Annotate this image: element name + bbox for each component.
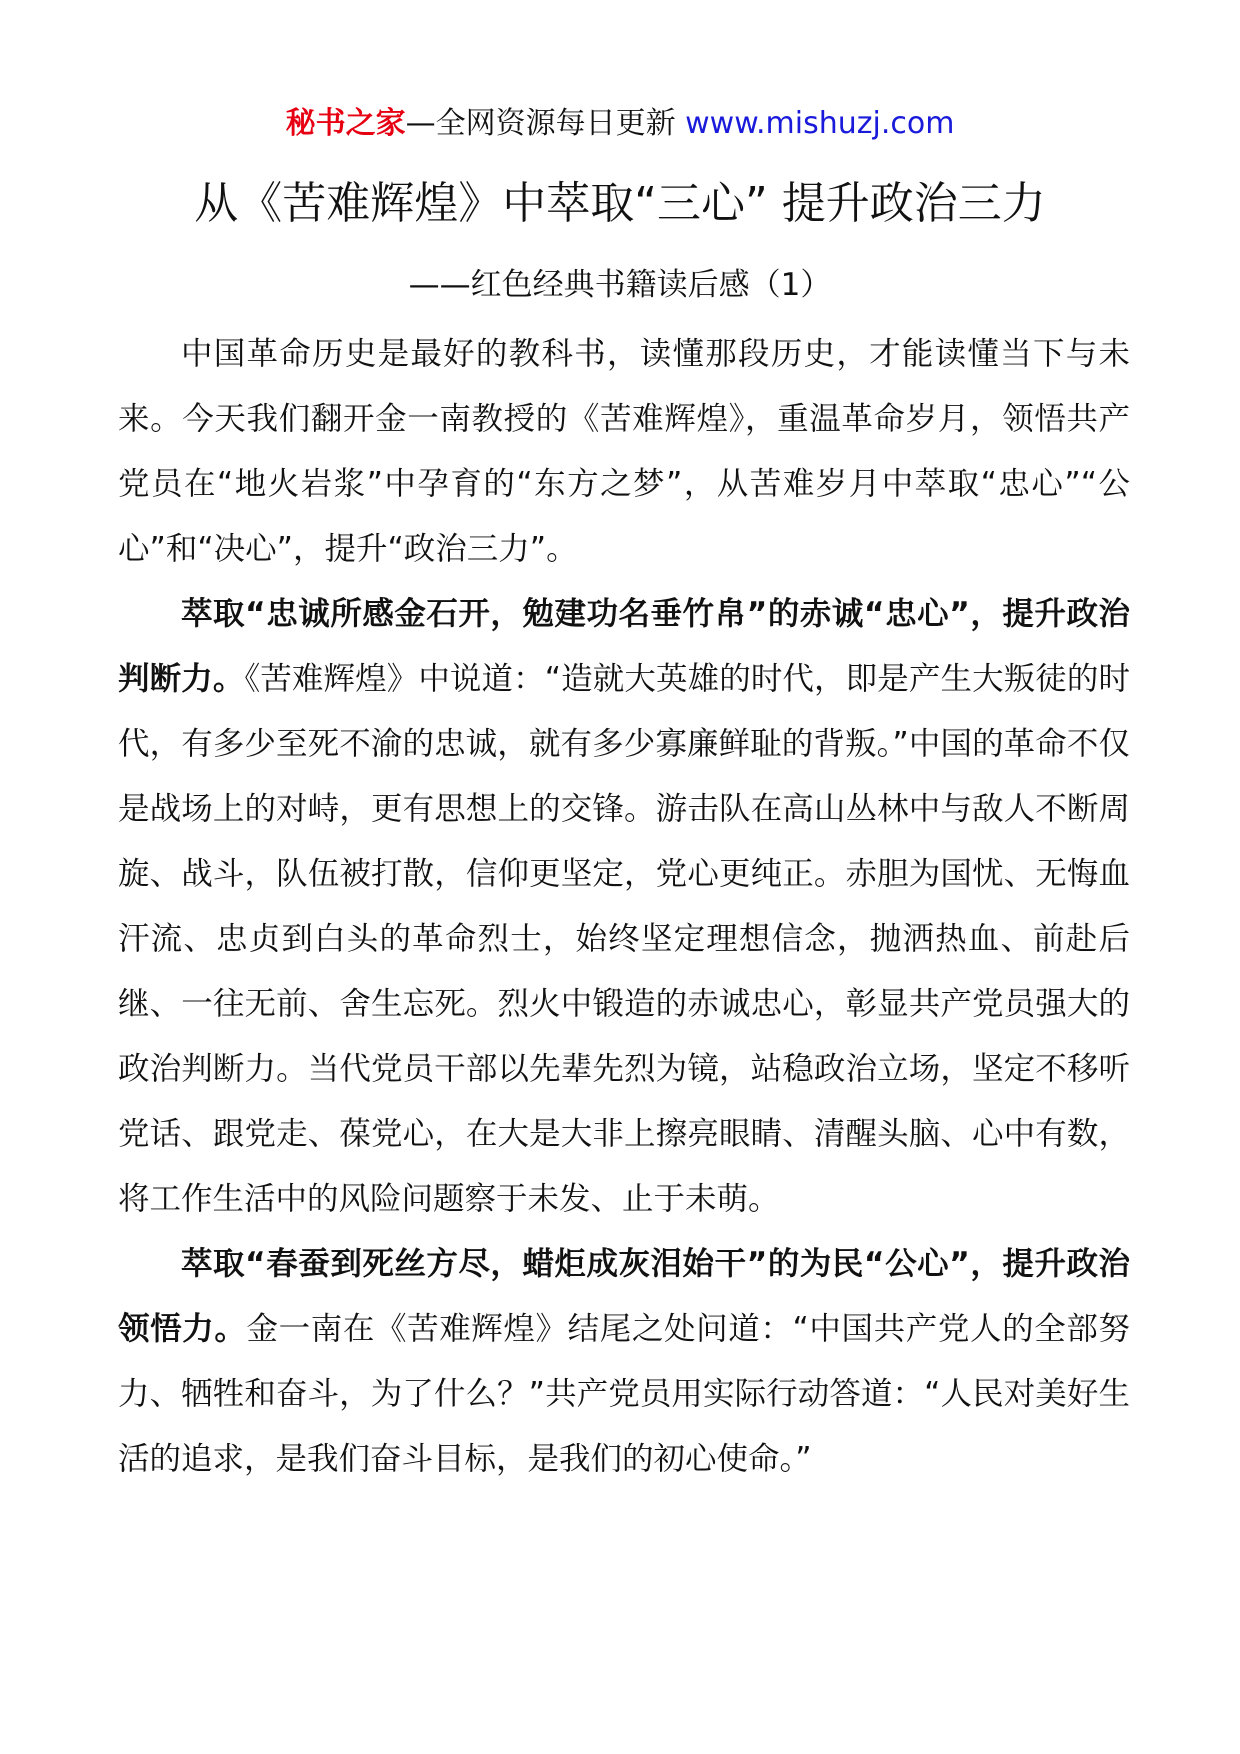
document-body	[118, 322, 1130, 1492]
paragraph-loyalty	[118, 582, 1130, 1232]
paragraph-lead: 萃取“春蚕到死丝方尽，蜡炬成灰泪始干”的为民“公心”，提升政治领悟力。	[118, 1246, 1130, 1347]
site-url-link[interactable]: www.mishuzj.com	[685, 106, 955, 141]
document-subtitle: ——红色经典书籍读后感（1）	[408, 267, 832, 303]
site-header	[0, 104, 1240, 144]
paragraph-lead: 萃取“忠诚所感金石开，勉建功名垂竹帛”的赤诚“忠心”，提升政治判断力。	[118, 596, 1130, 697]
paragraph-text: 《苦难辉煌》中说道：“造就大英雄的时代，即是产生大叛徒的时代，有多少至死不渝的忠诚，就有多少寡廉鲜耻的背叛。”中国的革命不仅是战场上的对峙，更有思想上的交锋。游击队在高山丛林中与敌人不断周旋、战斗，队伍被打散，信仰更坚定，党心更纯正。赤胆为国忧、无悔血汗流、忠贞到白头的革命烈士，始终坚定理想信念，抛洒热血、前赴后继、一往无前、舍生忘死。烈火中锻造的赤诚忠心，彰显共产党员强大的政治判断力。当代党员干部以先辈先烈为镜，站稳政治立场，坚定不移听党话、跟党走、葆党心，在大是大非上擦亮眼睛、清醒头脑、心中有数，将工作生活中的风险问题察于未发、止于未萌。	[118, 661, 1130, 1217]
paragraph-text: 金一南在《苦难辉煌》结尾之处问道：“中国共产党人的全部努力、牺牲和奋斗，为了什么？”共产党员用实际行动答道：“人民对美好生活的追求，是我们奋斗目标，是我们的初心使命。”	[118, 1311, 1130, 1477]
paragraph-public-heart	[118, 1232, 1130, 1492]
document-title: 从《苦难辉煌》中萃取“三心” 提升政治三力	[194, 178, 1046, 229]
site-brand: 秘书之家	[285, 106, 406, 141]
site-tagline: —全网资源每日更新	[405, 106, 686, 141]
paragraph-text: 中国革命历史是最好的教科书，读懂那段历史，才能读懂当下与未来。今天我们翻开金一南教授的《苦难辉煌》，重温革命岁月，领悟共产党员在“地火岩浆”中孕育的“东方之梦”，从苦难岁月中萃取“忠心”“公心”和“决心”，提升“政治三力”。	[118, 336, 1130, 567]
paragraph-intro	[118, 322, 1130, 582]
